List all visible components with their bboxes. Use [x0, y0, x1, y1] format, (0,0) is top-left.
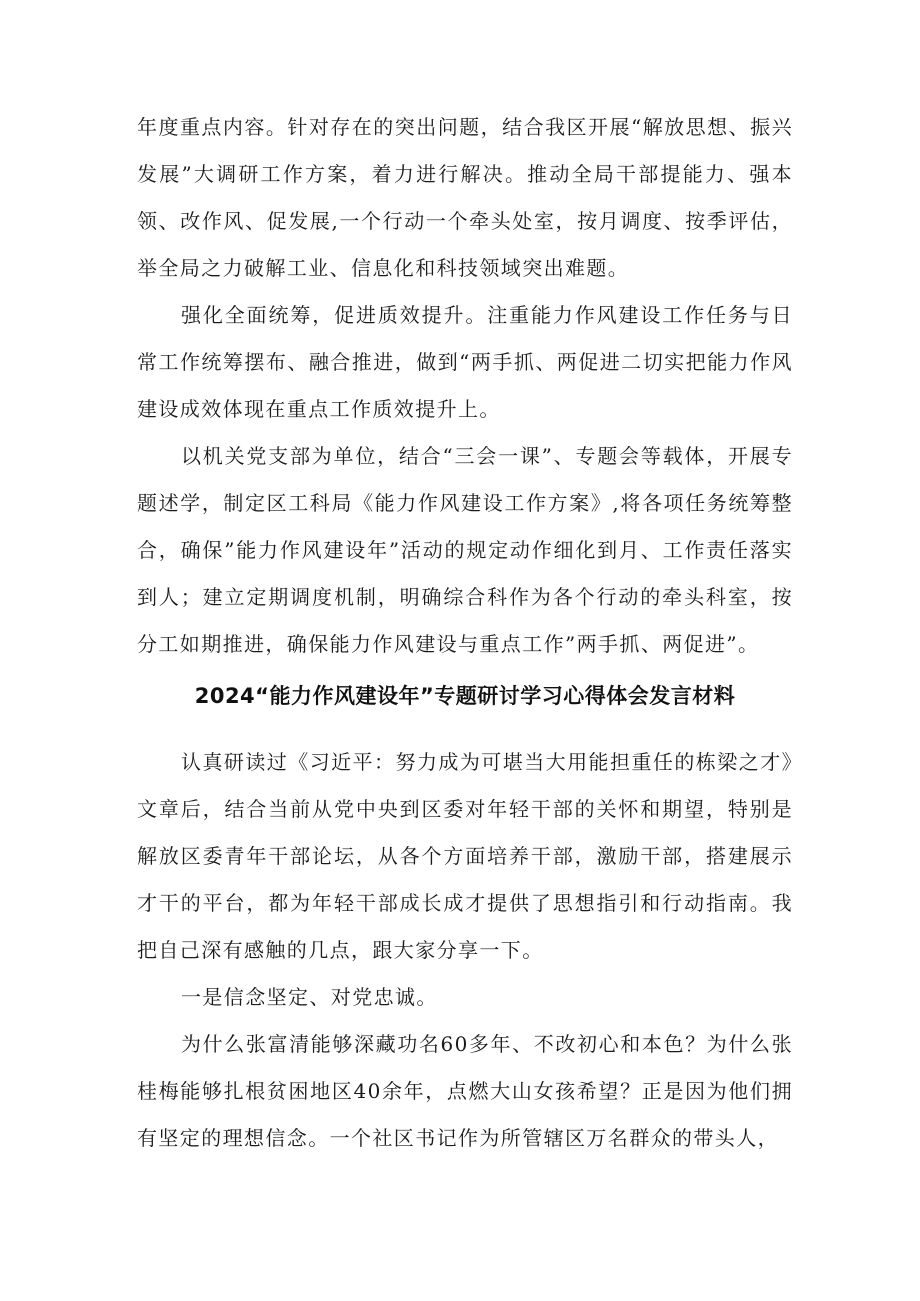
section-heading: 2024“能力作风建设年”专题研讨学习心得体会发言材料: [194, 684, 736, 708]
paragraph: 年度重点内容。针对存在的突出问题，结合我区开展“解放思想、振兴发展”大调研工作方案，着力进行解决。推动全局干部提能力、强本领、改作风、促发展,一个行动一个牵头处室，按月调度、按季评估，举全局之力破解工业、信息化和科技领域突出难题。: [137, 115, 793, 280]
paragraph: 认真研读过《习近平：努力成为可堪当大用能担重任的栋梁之才》文章后，结合当前从党中央到区委对年轻干部的关怀和期望，特别是解放区委青年干部论坛，从各个方面培养干部，激励干部，搭建展示才干的平台，都为年轻干部成长成才提供了思想指引和行动指南。我把自己深有感触的几点，跟大家分享一下。: [137, 750, 793, 962]
section-two: [137, 739, 793, 1162]
paragraph: 以机关党支部为单位，结合“三会一课”、专题会等载体，开展专题述学，制定区工科局《能力作风建设工作方案》,将各项任务统筹整合，确保”能力作风建设年”活动的规定动作细化到月、工作责任落实到人；建立定期调度机制，明确综合科作为各个行动的牵头科室，按分工如期推进，确保能力作风建设与重点工作”两手抓、两促进”。: [137, 444, 793, 656]
paragraph: 为什么张富清能够深藏功名60多年、不改初心和本色？为什么张桂梅能够扎根贫困地区40余年，点燃大山女孩希望？正是因为他们拥有坚定的理想信念。一个社区书记作为所管辖区万名群众的带头人，: [137, 1032, 793, 1150]
section-one: [137, 104, 793, 668]
paragraph: 强化全面统筹，促进质效提升。注重能力作风建设工作任务与日常工作统筹摆布、融合推进，做到“两手抓、两促进二切实把能力作风建设成效体现在重点工作质效提升上。: [137, 303, 793, 421]
paragraph: 一是信念坚定、对党忠诚。: [181, 985, 438, 1009]
